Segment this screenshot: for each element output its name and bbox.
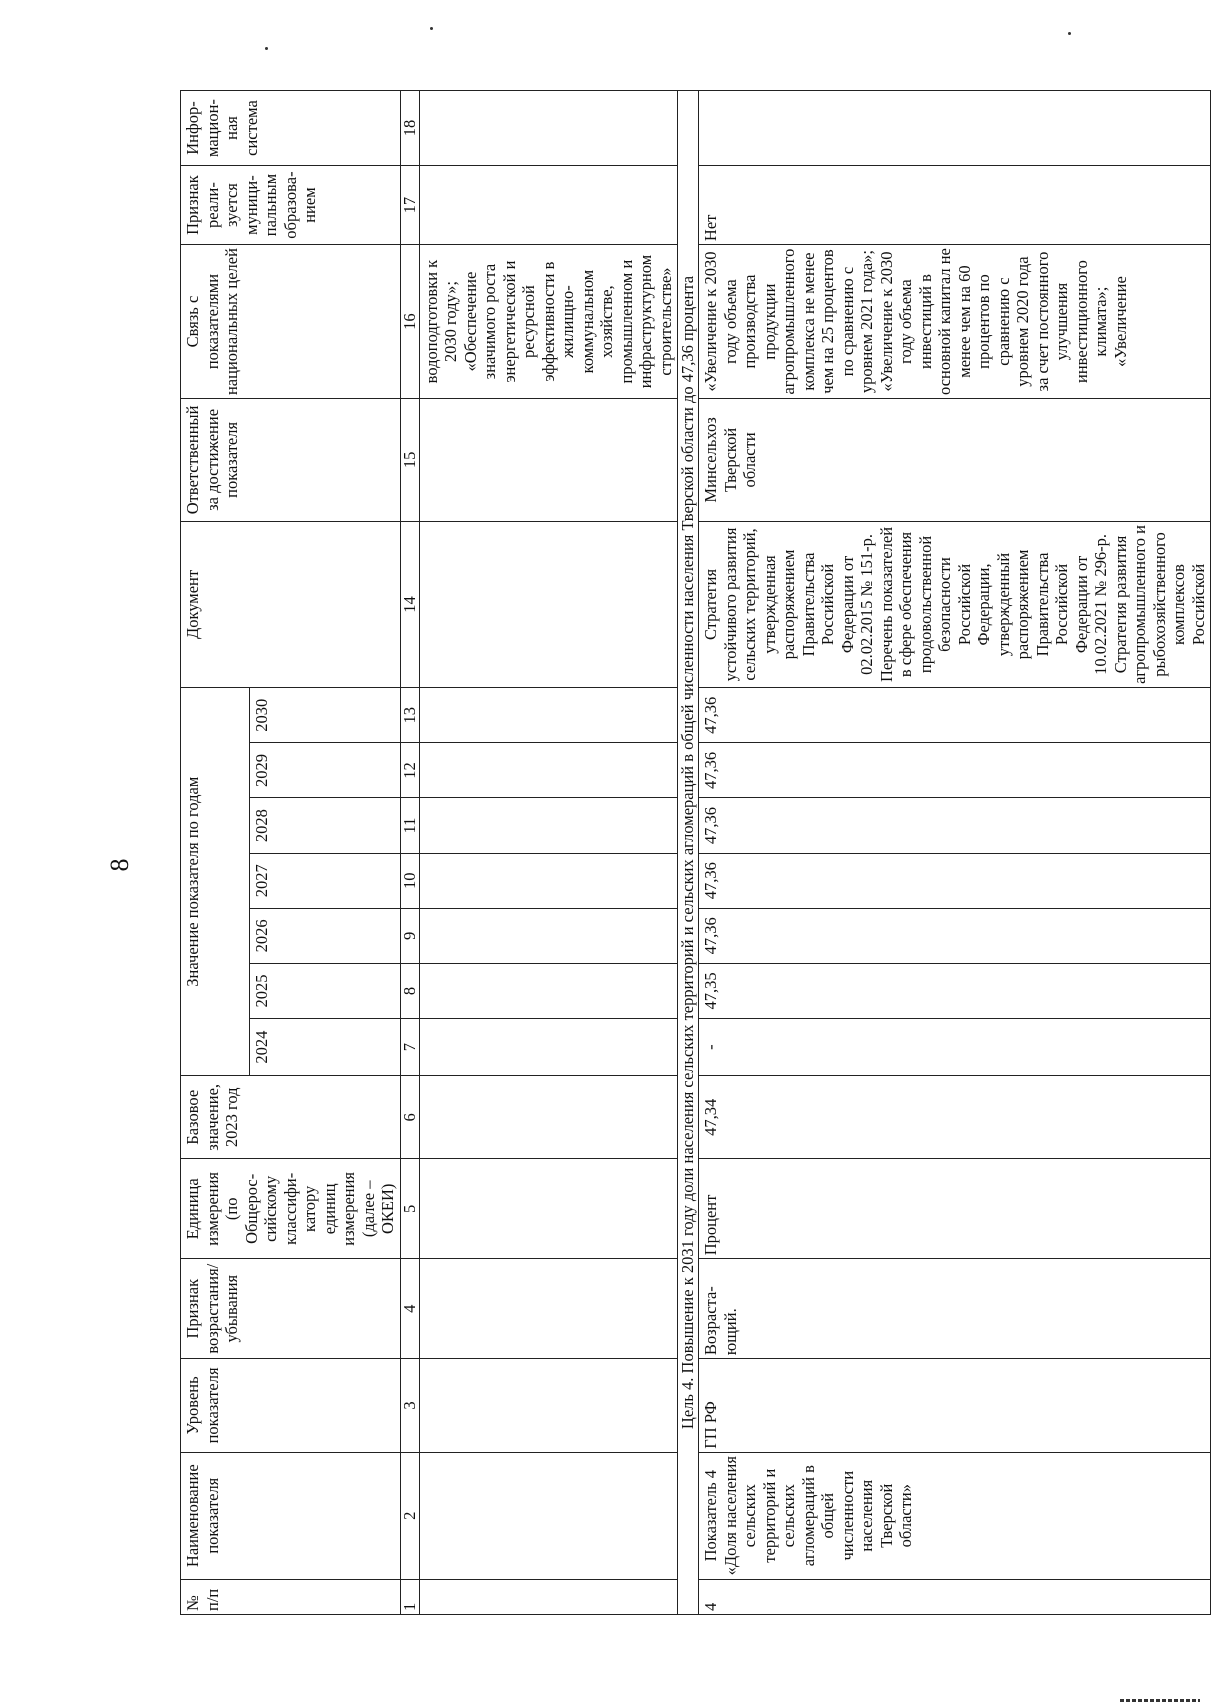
header-base: Базовое значение, 2023 год xyxy=(181,1076,401,1159)
scan-speck xyxy=(265,47,268,50)
header-values-group: Значение показателя по годам xyxy=(181,688,250,1076)
indicator-value: 47,36 xyxy=(699,853,1211,908)
col-number: 13 xyxy=(400,688,419,743)
col-number: 12 xyxy=(400,743,419,798)
col-number: 15 xyxy=(400,399,419,522)
col-number: 11 xyxy=(400,798,419,853)
col-number: 6 xyxy=(400,1076,419,1159)
col-number: 16 xyxy=(400,245,419,399)
goal-row xyxy=(678,91,699,1615)
indicator-value: 47,36 xyxy=(699,798,1211,853)
indicator-document: Стратегия устойчивого развития сельских территорий, утвержденная распоряжением Правительства Российской Федерации от 02.02.2015 № 151-р. Перечень показателей в сфере обеспечения продовольственной безопасности Российской Федерации, утвержденный распоряжением Правительства Российской Федерации от 10.02.2021 № 296-р. Стратегия развития агропромышленного и рыбохозяйственного комплексов Российской xyxy=(699,521,1211,687)
header-unit: Единица измерения (по Общерос-сийскому классифи-катору единиц измерения (далее – ОКЕИ) xyxy=(181,1159,401,1259)
indicator-value: 47,36 xyxy=(699,688,1211,743)
continued-row xyxy=(419,91,678,1615)
indicator-municipal: Нет xyxy=(699,166,1211,245)
col-number: 2 xyxy=(400,1452,419,1579)
header-year: 2030 xyxy=(249,688,400,743)
header-year: 2026 xyxy=(249,908,400,963)
col-number: 9 xyxy=(400,908,419,963)
indicator-table-page xyxy=(180,90,1208,1615)
indicator-value: 47,36 xyxy=(699,908,1211,963)
indicator-unit: Процент xyxy=(699,1159,1211,1259)
header-num: № п/п xyxy=(181,1579,401,1614)
col-number: 8 xyxy=(400,963,419,1018)
continued-link-cell: водоподготовки к 2030 году»; «Обеспечение значимого роста энергетической и ресурсной эффективности в жилищно-коммунальном хозяйстве, промышленном и инфраструктурном строительстве» xyxy=(419,245,678,399)
header-year: 2024 xyxy=(249,1019,400,1076)
header-national-goals-link: Связь с показателями национальных целей xyxy=(181,245,401,399)
indicator-value: - xyxy=(699,1019,1211,1076)
indicator-base-value: 47,34 xyxy=(699,1076,1211,1159)
header-year: 2029 xyxy=(249,743,400,798)
indicator-info-system xyxy=(699,91,1211,166)
col-number: 10 xyxy=(400,853,419,908)
header-row xyxy=(181,91,250,1615)
indicator-num: 4 xyxy=(699,1579,1211,1614)
header-municipal: Признак реали-зуется муници-пальным образова-нием xyxy=(181,166,401,245)
column-numbers-row xyxy=(400,91,419,1615)
col-number: 5 xyxy=(400,1159,419,1259)
indicator-trend: Возраста-ющий. xyxy=(699,1259,1211,1359)
indicator-national-goals-link: «Увеличение к 2030 году объема производства продукции агропромышленного комплекса не менее чем на 25 процентов по сравнению с уровнем 2021 года»; «Увеличение к 2030 году объема инвестиций в основной капитал не менее чем на 60 процентов по сравнению с уровнем 2020 года за счет постоянного улучшения инвестиционного климата»; «Увеличение xyxy=(699,245,1211,399)
header-name: Наименование показателя xyxy=(181,1452,401,1579)
header-year: 2028 xyxy=(249,798,400,853)
header-responsible: Ответственный за достижение показателя xyxy=(181,399,401,522)
header-year: 2027 xyxy=(249,853,400,908)
col-number: 17 xyxy=(400,166,419,245)
col-number: 4 xyxy=(400,1259,419,1359)
goal-title: Цель 4. Повышение к 2031 году доли населения сельских территорий и сельских агломераций в общей численности населения Тверской области до 47,36 процента xyxy=(678,91,699,1615)
col-number: 3 xyxy=(400,1359,419,1453)
col-number: 7 xyxy=(400,1019,419,1076)
indicator-value: 47,35 xyxy=(699,963,1211,1018)
indicator-name: Показатель 4 «Доля населения сельских территорий и сельских агломераций в общей численности населения Тверской области» xyxy=(699,1452,1211,1579)
indicator-level: ГП РФ xyxy=(699,1359,1211,1453)
indicator-row xyxy=(699,91,1211,1615)
page-number: 8 xyxy=(105,858,134,872)
col-number: 14 xyxy=(400,521,419,687)
indicators-table xyxy=(180,90,1211,1615)
header-year: 2025 xyxy=(249,963,400,1018)
indicator-responsible: Минсельхоз Тверской области xyxy=(699,399,1211,522)
header-document: Документ xyxy=(181,521,401,687)
header-info-system: Инфор-мацион-ная система xyxy=(181,91,401,166)
indicator-value: 47,36 xyxy=(699,743,1211,798)
header-level: Уровень показателя xyxy=(181,1359,401,1453)
col-number: 1 xyxy=(400,1579,419,1614)
scan-speck xyxy=(1068,32,1071,35)
col-number: 18 xyxy=(400,91,419,166)
scan-edge-mark xyxy=(1120,1699,1200,1702)
header-trend: Признак возрастания/ убывания xyxy=(181,1259,401,1359)
scan-speck xyxy=(430,27,433,30)
